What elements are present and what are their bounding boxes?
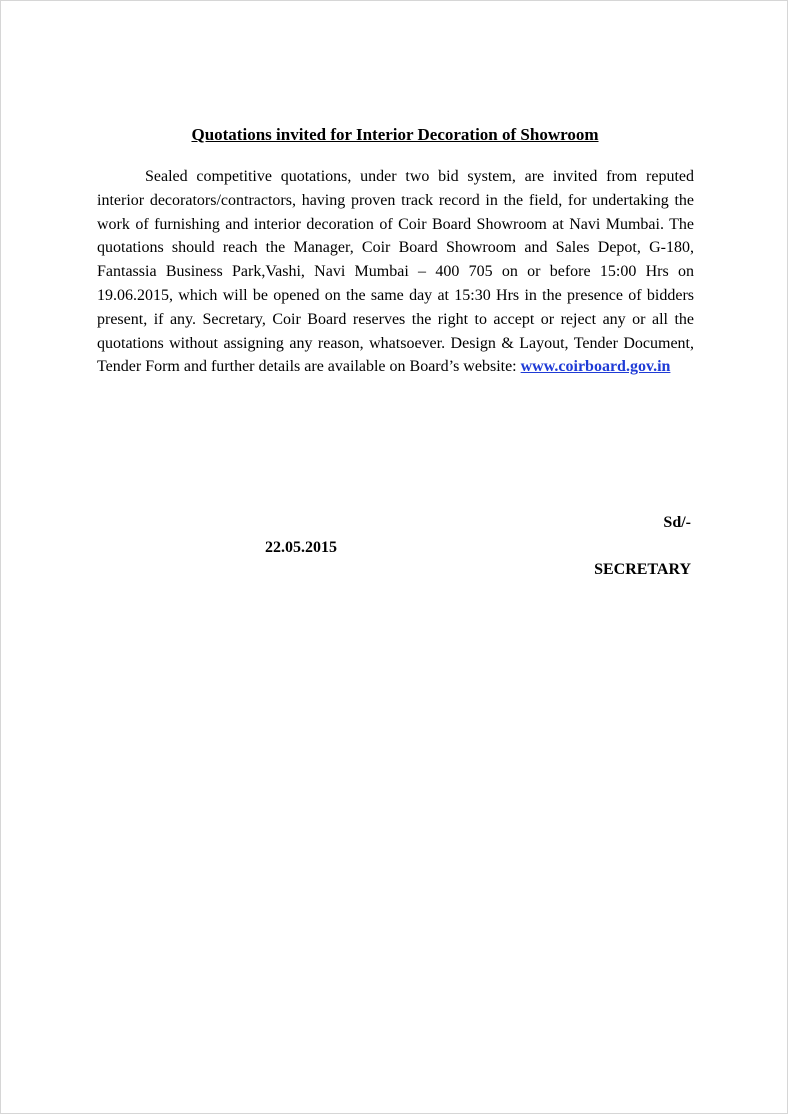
notice-body	[97, 165, 694, 379]
notice-body-text: Sealed competitive quotations, under two bid system, are invited from reputed interior decorators/contractors, having proven track record in the field, for undertaking the work of furnishing and interior decoration of Coir Board Showroom at Navi Mumbai. The quotations should reach the Manager, Coir Board Showroom and Sales Depot, G-180, Fantassia Business Park,Vashi, Navi Mumbai – 400 705 on or before 15:00 Hrs on 19.06.2015, which will be opened on the same day at 15:30 Hrs in the presence of bidders present, if any. Secretary, Coir Board reserves the right to accept or reject any or all the quotations without assigning any reason, whatsoever. Design & Layout, Tender Document, Tender Form and further details are available on Board’s website:	[97, 168, 694, 376]
document-title: Quotations invited for Interior Decoration of Showroom	[191, 125, 599, 144]
website-link[interactable]: www.coirboard.gov.in	[520, 358, 671, 376]
document-date: 22.05.2015	[265, 539, 337, 556]
signature-mark: Sd/-	[663, 514, 691, 531]
signatory-title: SECRETARY	[594, 561, 691, 578]
